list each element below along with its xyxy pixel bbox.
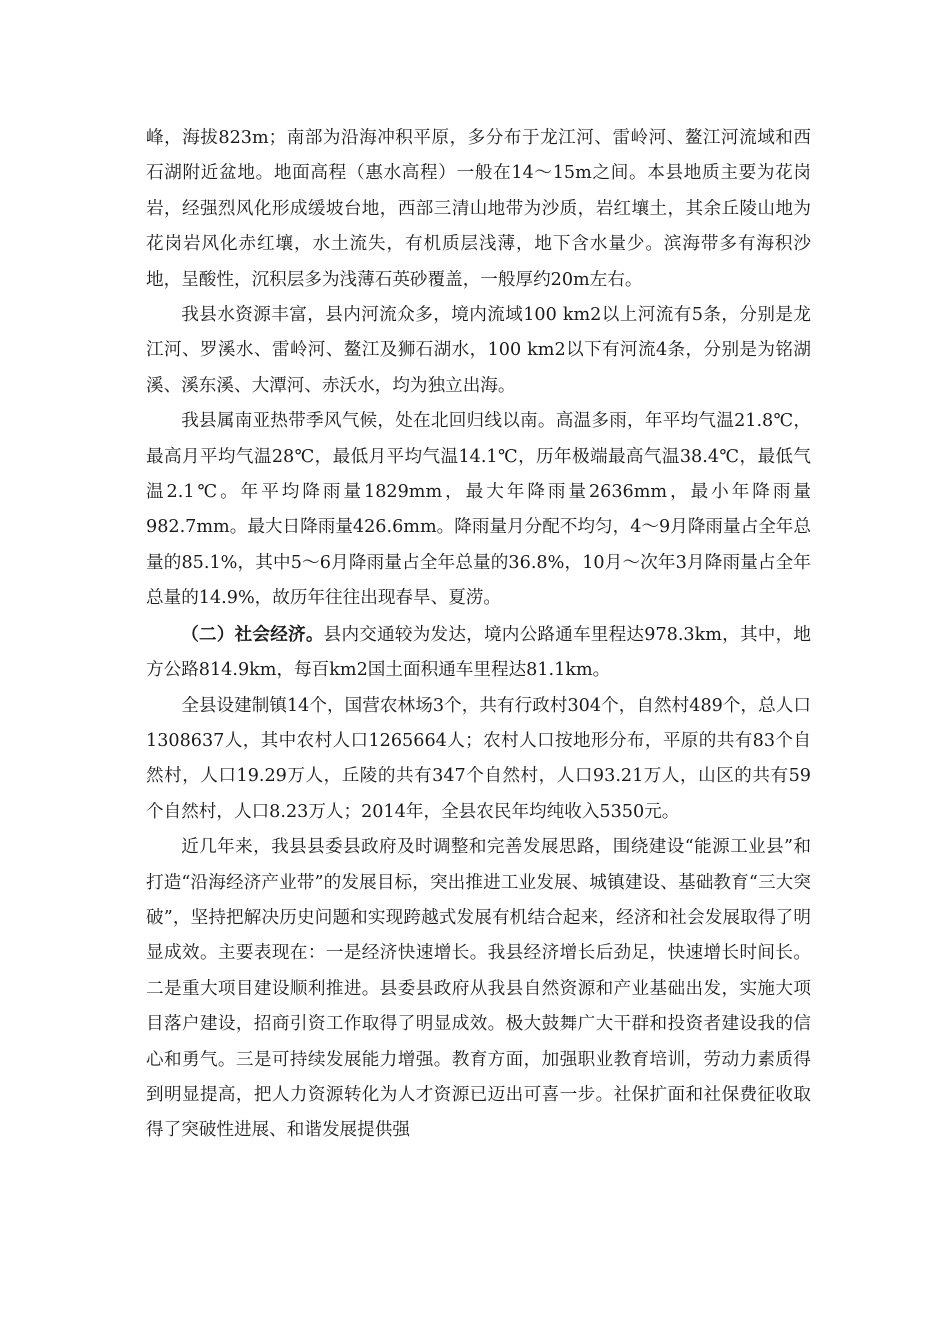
paragraph-transport-text: 县内交通较为发达，境内公路通车里程达978.3km，其中，地方公路814.9km，每百km2国土面积通车里程达81.1km。 xyxy=(146,624,811,681)
paragraph-water-resources: 我县水资源丰富，县内河流众多，境内流域100 km2以上河流有5条，分别是龙江河、罗溪水、雷岭河、鳌江及狮石湖水，100 km2以下有河流4条，分别是为铭湖溪、溪东溪、大潭河、赤沃水，均为独立出海。 xyxy=(146,305,811,396)
paragraph-terrain: 峰，海拔823m；南部为沿海冲积平原，多分布于龙江河、雷岭河、鳌江河流域和西石湖附近盆地。地面高程（惠水高程）一般在14～15m之间。本县地质主要为花岗岩，经强烈风化形成缓坡台地，西部三清山地带为沙质，岩红壤土，其余丘陵山地为花岗岩风化赤红壤，水土流失，有机质层浅薄，地下含水量少。滨海带多有海积沙地，呈酸性，沉积层多为浅薄石英砂覆盖，一般厚约20m左右。 xyxy=(146,128,811,290)
document-body xyxy=(146,121,811,1149)
paragraph-social-economy xyxy=(146,617,811,689)
section-heading: （二）社会经济。 xyxy=(181,623,324,645)
paragraph-population: 全县设建制镇14个，国营农林场3个，共有行政村304个，自然村489个，总人口1308637人，其中农村人口1265664人；农村人口按地形分布，平原的共有83个自然村，人口19.29万人，丘陵的共有347个自然村，人口93.21万人，山区的共有59个自然村，人口8.23万人；2014年，全县农民年均纯收入5350元。 xyxy=(146,695,811,822)
paragraph-development: 近几年来，我县县委县政府及时调整和完善发展思路，围绕建设“能源工业县”和打造“沿海经济产业带”的发展目标，突出推进工业发展、城镇建设、基础教育“三大突破”，坚持把解决历史问题和实现跨越式发展有机结合起来，经济和社会发展取得了明显成效。主要表现在：一是经济快速增长。我县经济增长后劲足，快速增长时间长。二是重大项目建设顺利推进。县委县政府从我县自然资源和产业基础出发，实施大项目落户建设，招商引资工作取得了明显成效。极大鼓舞广大干群和投资者建设我的信心和勇气。三是可持续发展能力增强。教育方面，加强职业教育培训，劳动力素质得到明显提高，把人力资源转化为人才资源已迈出可喜一步。社保扩面和社保费征收取得了突破性进展、和谐发展提供强 xyxy=(146,837,811,1141)
paragraph-climate: 我县属南亚热带季风气候，处在北回归线以南。高温多雨，年平均气温21.8℃，最高月平均气温28℃，最低月平均气温14.1℃，历年极端最高气温38.4℃，最低气温2.1℃。年平均降雨量1829mm，最大年降雨量2636mm，最小年降雨量982.7mm。最大日降雨量426.6mm。降雨量月分配不均匀，4～9月降雨量占全年总量的85.1%，其中5～6月降雨量占全年总量的36.8%，10月～次年3月降雨量占全年总量的14.9%，故历年往往出现春旱、夏涝。 xyxy=(146,411,811,609)
